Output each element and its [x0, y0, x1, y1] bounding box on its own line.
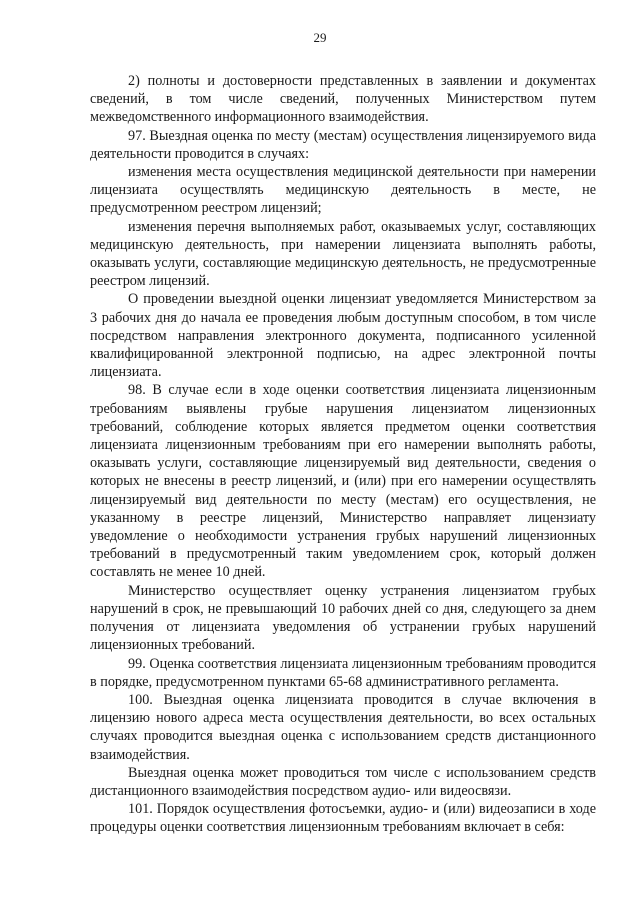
paragraph-98-gross-violations: 98. В случае если в ходе оценки соответствия лицензиата лицензионным требованиям выявлены грубые нарушения лицензиатом лицензионных требований, соблюдение которых является предметом оценки соответствия лицензиата лицензионным требованиям при его намерении выполнять работы, оказывать услуги, составляющие лицензируемый вид деятельности, сведения о которых не внесены в реестр лицензий, и (или) при его намерении осуществлять лицензируемый вид деятельности по месту (местам) его осуществления, не указанному в реестре лицензий, Министерство направляет лицензиату уведомление о необходимости устранения грубых нарушений лицензионных требований в предусмотренный таким уведомлением срок, который должен составлять не менее 10 дней.: [90, 382, 596, 581]
paragraph-case-change-of-works-list: изменения перечня выполняемых работ, оказываемых услуг, составляющих медицинскую деятельность, при намерении лицензиата выполнять работы, оказывать услуги, составляющие медицинскую деятельность, не предусмотренные реестром лицензий.: [90, 218, 596, 290]
paragraph-item-2-completeness: 2) полноты и достоверности представленных в заявлении и документах сведений, в том числе сведений, полученных Министерством путем межведомственного информационного взаимодействия.: [90, 73, 596, 126]
paragraph-99-assessment-procedure: 99. Оценка соответствия лицензиата лицензионным требованиям проводится в порядке, предусмотренном пунктами 65-68 административного регламента.: [90, 655, 596, 690]
page-number: 29: [313, 30, 327, 45]
paragraph-97-onsite-assessment-cases: 97. Выездная оценка по месту (местам) осуществления лицензируемого вида деятельности проводится в случаях:: [90, 127, 596, 162]
paragraph-case-change-of-location: изменения места осуществления медицинской деятельности при намерении лицензиата осуществлять медицинскую деятельность в месте, не предусмотренном реестром лицензий;: [90, 164, 596, 217]
paragraph-assessment-of-elimination: Министерство осуществляет оценку устранения лицензиатом грубых нарушений в срок, не превышающий 10 рабочих дней со дня, следующего за днем получения от лицензиата уведомления об устранении грубых нарушений лицензионных требований.: [90, 582, 596, 654]
document-body: [90, 72, 596, 837]
paragraph-101-photo-video-procedure: 101. Порядок осуществления фотосъемки, аудио- и (или) видеозаписи в ходе процедуры оценки соответствия лицензионным требованиям включает в себя:: [90, 801, 596, 836]
paragraph-notification-of-assessment: О проведении выездной оценки лицензиат уведомляется Министерством за 3 рабочих дня до начала ее проведения любым доступным способом, в том числе посредством направления электронного документа, подписанного усиленной квалифицированной электронной подписью, на адрес электронной почты лицензиата.: [90, 291, 596, 381]
paragraph-remote-assessment: Выездная оценка может проводиться том числе с использованием средств дистанционного взаимодействия посредством аудио- или видеосвязи.: [90, 764, 596, 799]
paragraph-100-onsite-assessment: 100. Выездная оценка лицензиата проводится в случае включения в лицензию нового адреса места осуществления деятельности, во всех остальных случаях проводится выездная оценка с использованием средств дистанционного взаимодействия.: [90, 691, 596, 763]
